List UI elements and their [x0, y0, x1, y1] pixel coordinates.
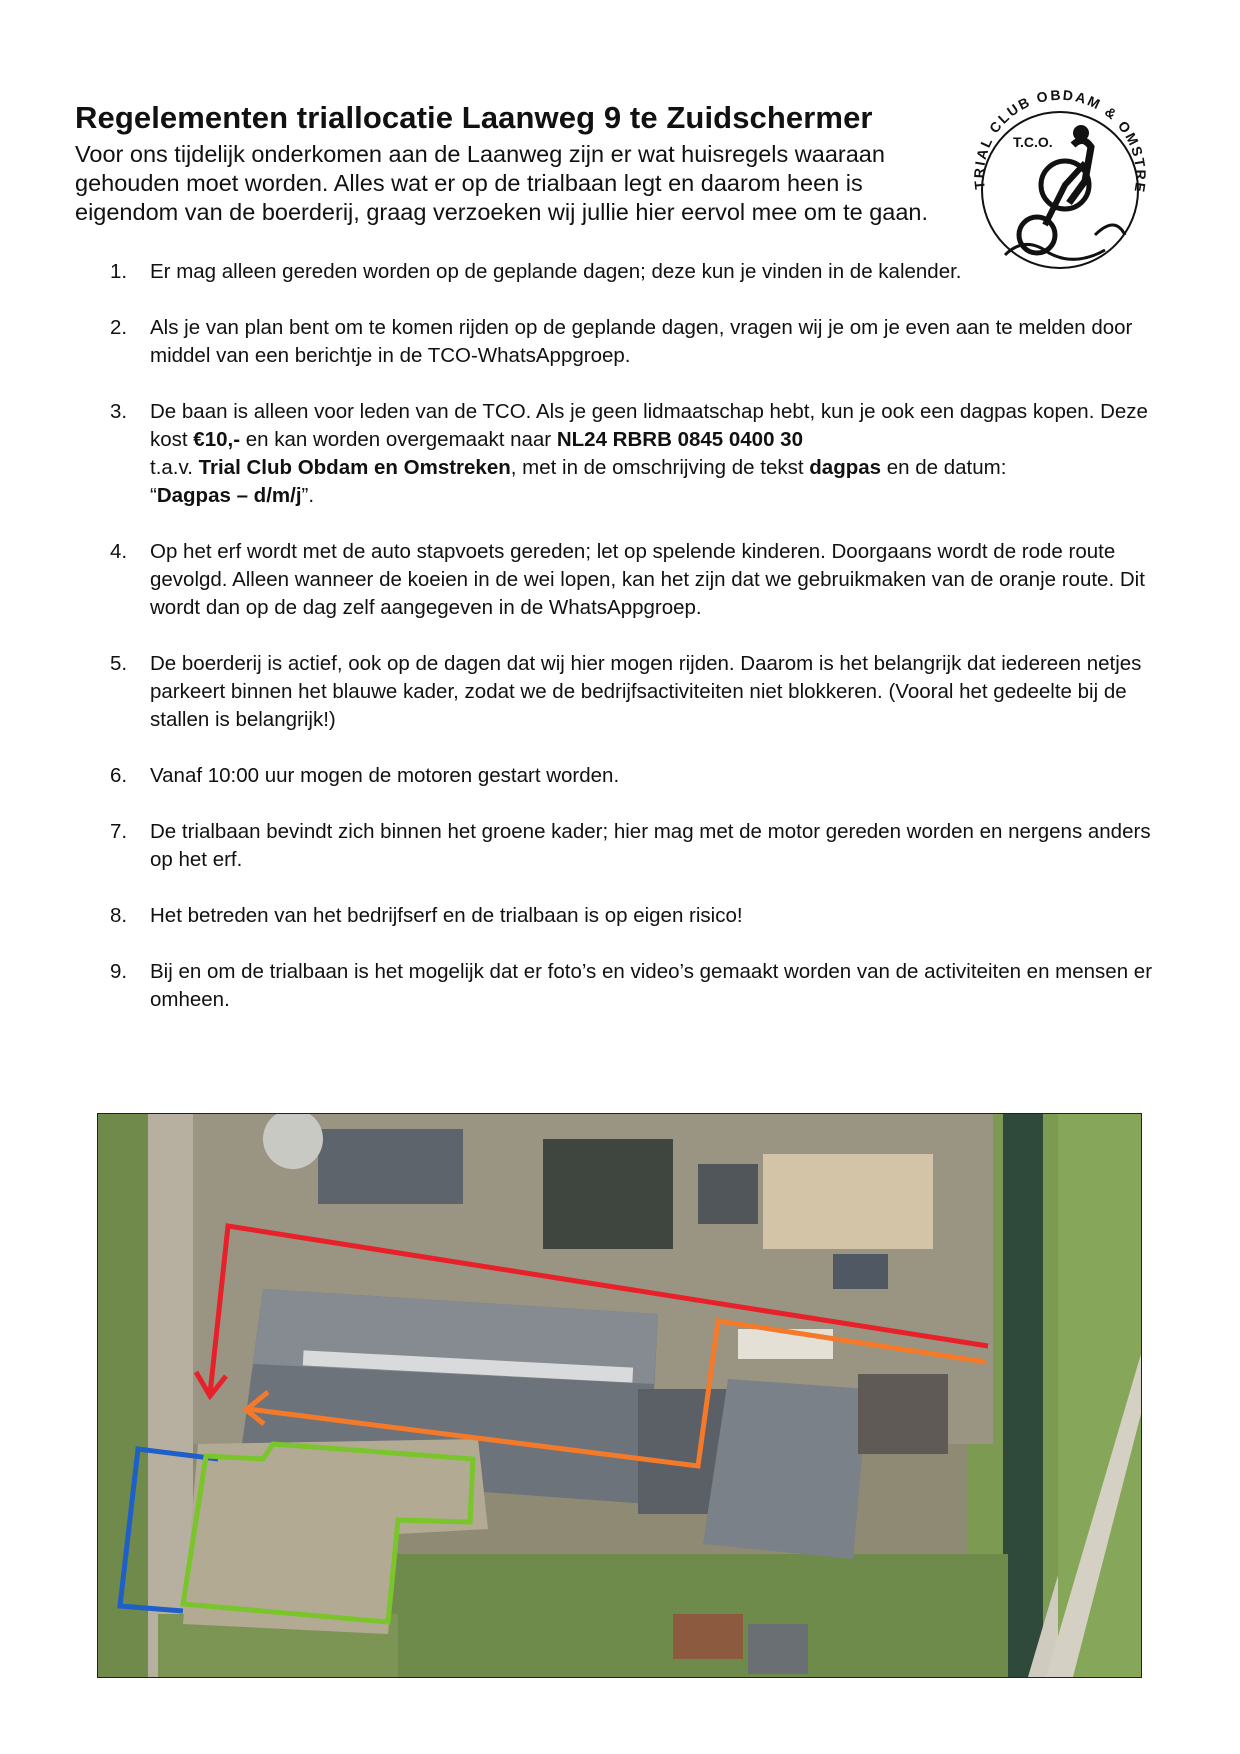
club-name: Trial Club Obdam en Omstreken — [198, 456, 511, 479]
logo-center-text: T.C.O. — [1013, 134, 1053, 150]
rule-number: 7. — [110, 820, 128, 843]
rule-number: 9. — [110, 960, 128, 983]
rule-item — [110, 258, 1170, 286]
rule-item — [110, 818, 1170, 874]
dagpas-price: €10,- — [193, 428, 241, 451]
tco-logo-graphic — [965, 85, 1155, 275]
rule-number: 1. — [110, 260, 128, 283]
dagpas-keyword: dagpas — [809, 456, 882, 479]
tco-logo — [965, 85, 1155, 275]
logo-arc-text: TRIAL CLUB OBDAM & OMSTRE — [970, 86, 1150, 196]
rule-item — [110, 902, 1170, 930]
rule-text: Bij en om de trialbaan is het mogelijk dat er foto’s en video’s gemaakt worden van de activiteiten en mensen er omheen. — [150, 960, 1153, 1011]
rule-text: De baan is alleen voor leden van de TCO. Als je geen lidmaatschap hebt, kun je ook een dagpas kopen. Deze kost €10,- en kan worden overgemaakt naar NL24 RBRB 0845 0400 30 t.a.v. Trial Club Obdam en Omstreken, met in de omschrijving de tekst dagpas en de datum: “Dagpas – d/m/j”. — [150, 400, 1148, 507]
rule-number: 4. — [110, 540, 128, 563]
intro-paragraph: Voor ons tijdelijk onderkomen aan de Laanweg zijn er wat huisregels waaraan gehouden moet worden. Alles wat er op de trialbaan legt en daarom heen is eigendom van de boerderij, graag verzoeken wij jullie hier eervol mee om te gaan. — [75, 141, 929, 225]
iban-number: NL24 RBRB 0845 0400 30 — [556, 428, 803, 451]
rule-item — [110, 762, 1170, 790]
rule-number: 6. — [110, 764, 128, 787]
rule-item — [110, 650, 1170, 734]
rule-text: De boerderij is actief, ook op de dagen dat wij hier mogen rijden. Daarom is het belangrijk dat iedereen netjes parkeert binnen het blauwe kader, zodat we de bedrijfsactiviteiten niet blokkeren. (Vooral het gedeelte bij de stallen is belangrijk!) — [150, 652, 1142, 731]
rule-item — [110, 958, 1170, 1014]
rule-number: 5. — [110, 652, 128, 675]
rule-text: Het betreden van het bedrijfserf en de trialbaan is op eigen risico! — [150, 904, 743, 927]
rule-text: Er mag alleen gereden worden op de geplande dagen; deze kun je vinden in de kalender. — [150, 260, 962, 283]
rule-number: 8. — [110, 904, 128, 927]
rule-item — [110, 314, 1170, 370]
rule-text: Op het erf wordt met de auto stapvoets gereden; let op spelende kinderen. Doorgaans wordt de rode route gevolgd. Alleen wanneer de koeien in de wei lopen, kan het zijn dat we gebruikmaken van de oranje route. Dit wordt dan op de dag zelf aangegeven in de WhatsAppgroep. — [150, 540, 1145, 619]
rule-text: De trialbaan bevindt zich binnen het groene kader; hier mag met de motor gereden worden en nergens anders op het erf. — [150, 820, 1151, 871]
aerial-map-graphic — [98, 1114, 1141, 1677]
aerial-map — [97, 1113, 1142, 1678]
dagpas-format: Dagpas – d/m/j — [156, 484, 302, 507]
rule-text: Als je van plan bent om te komen rijden op de geplande dagen, vragen wij je om je even aan te melden door middel van een berichtje in de TCO-WhatsAppgroep. — [150, 316, 1133, 367]
rule-number: 3. — [110, 400, 128, 423]
rule-text: Vanaf 10:00 uur mogen de motoren gestart worden. — [150, 764, 620, 787]
rule-item — [110, 538, 1170, 622]
page-title: Regelementen triallocatie Laanweg 9 te Zuidschermer — [75, 100, 873, 135]
rule-item — [110, 398, 1170, 510]
rule-number: 2. — [110, 316, 128, 339]
rules-list — [110, 258, 1170, 1042]
